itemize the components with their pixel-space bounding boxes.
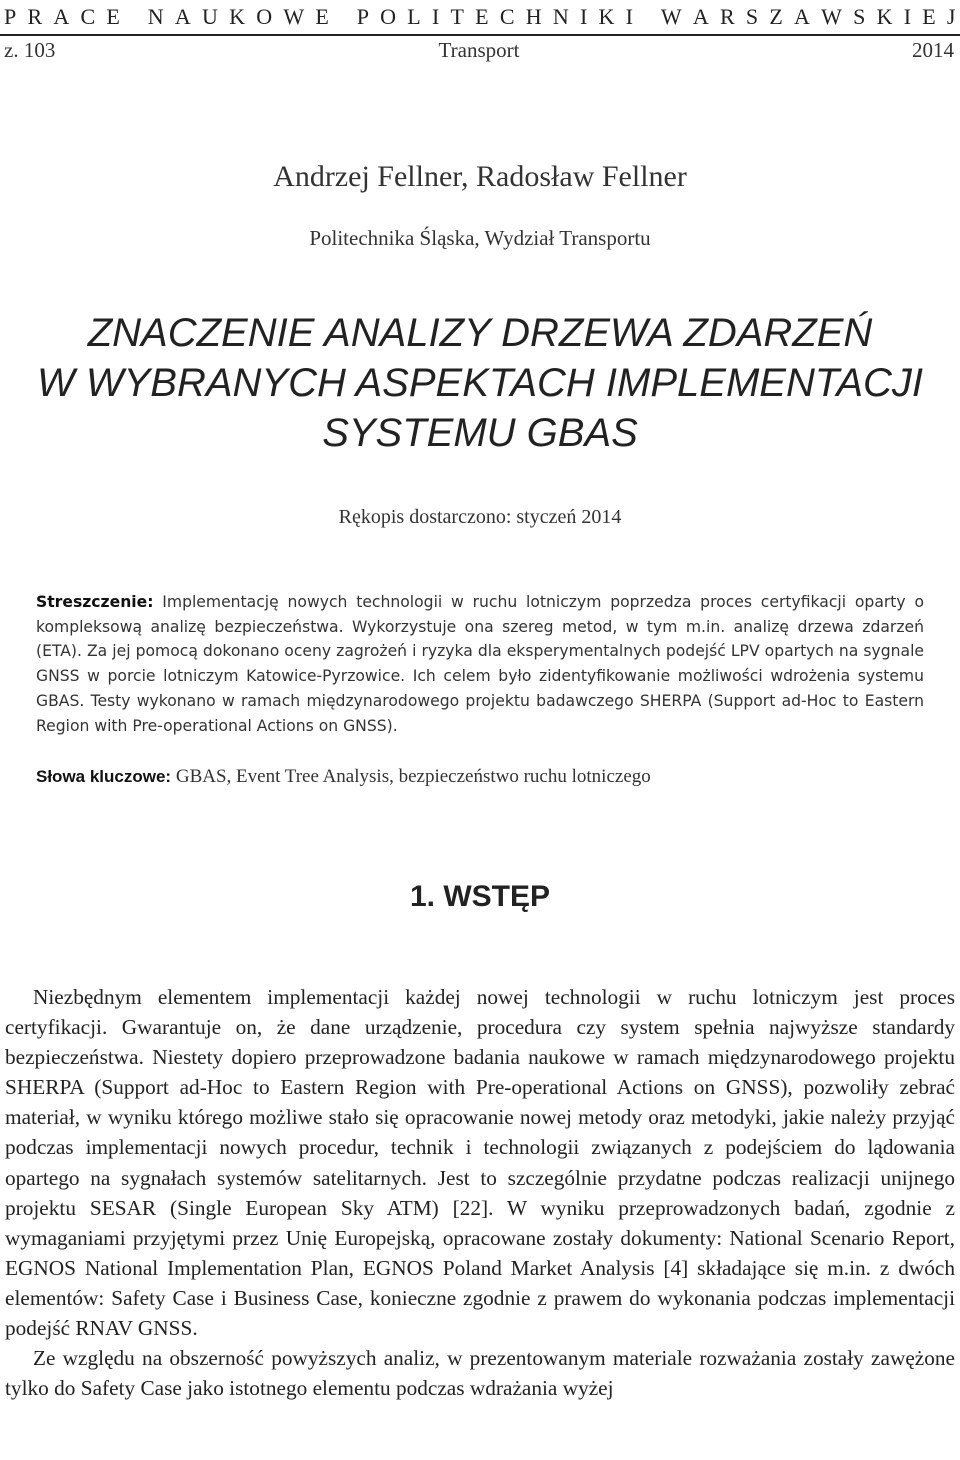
received-date: Rękopis dostarczono: styczeń 2014 bbox=[338, 506, 622, 528]
abstract-text: Implementację nowych technologii w ruchu lotniczym poprzedza proces certyfikacji oparty o kompleksową analizę bezpieczeństwa. Wykorzystuje ona szereg metod, w tym m.in. analizę drzewa zdarzeń (ETA). Za jej pomocą dokonano oceny zagrożeń i ryzyka dla eksperymentalnych podejść LPV opartych na sygnale GNSS w porcie lotniczym Katowice-Pyrzowice. Ich celem było zidentyfikowanie możliwości wdrożenia systemu GBAS. Testy wykonano w ramach międzynarodowego projektu badawczego SHERPA (Support ad-Hoc to Eastern Region with Pre-operational Actions on GNSS). bbox=[36, 593, 924, 735]
title-line: SYSTEMU GBAS bbox=[322, 411, 638, 455]
issue-line bbox=[4, 38, 954, 64]
affiliation: Politechnika Śląska, Wydział Transportu bbox=[309, 226, 651, 250]
issue-year: 2014 bbox=[912, 38, 954, 62]
article-title bbox=[0, 308, 960, 458]
keywords-text: GBAS, Event Tree Analysis, bezpieczeństwo ruchu lotniczego bbox=[175, 766, 651, 787]
paragraph: Ze względu na obszerność powyższych analiz, w prezentowanym materiale rozważania zostały zawężone tylko do Safety Case jako istotnego elementu podczas wdrażania wyżej bbox=[5, 1346, 955, 1401]
abstract-label: Streszczenie: bbox=[36, 593, 154, 611]
journal-title: P R A C E N A U K O W E P O L I T E C H N I K I W A R S Z A W S K I E J bbox=[4, 4, 956, 29]
issue-number: z. 103 bbox=[4, 38, 56, 62]
paragraph: Niezbędnym elementem implementacji każdej nowej technologii w ruchu lotniczym jest proces certyfikacji. Gwarantuje on, że dane urządzenie, procedura czy system spełnia najwyższe standardy bezpieczeństwa. Niestety dopiero przeprowadzone badania naukowe w ramach międzynarodowego projektu SHERPA (Support ad-Hoc to Eastern Region with Pre-operational Actions on GNSS), pozwoliły zebrać materiał, w wyniku którego możliwe stało się opracowanie nowej metody oraz metodyki, jakie należy przyjąć podczas implementacji nowych procedur, technik i technologii związanych z podejściem do lądowania opartego na sygnałach systemów satelitarnych. Jest to szczególnie przydatne podczas realizacji unijnego projektu SESAR (Single European Sky ATM) [22]. W wyniku przeprowadzonych badań, zgodnie z wymaganiami przyjętymi przez Unię Europejską, opracowane zostały dokumenty: National Scenario Report, EGNOS National Implementation Plan, EGNOS Poland Market Analysis [4] składające się m.in. z dwóch elementów: Safety Case i Business Case, konieczne zgodnie z prawem do wykonania podczas implementacji podejść RNAV GNSS. bbox=[5, 985, 955, 1341]
keywords bbox=[36, 764, 924, 790]
title-line: W WYBRANYCH ASPEKTACH IMPLEMENTACJI bbox=[36, 361, 923, 405]
header-rule bbox=[0, 34, 960, 36]
abstract bbox=[36, 590, 924, 738]
title-line: ZNACZENIE ANALIZY DRZEWA ZDARZEŃ bbox=[87, 311, 873, 355]
section-heading: 1. WSTĘP bbox=[409, 880, 551, 913]
section-body bbox=[5, 982, 955, 1403]
authors: Andrzej Fellner, Radosław Fellner bbox=[273, 160, 687, 193]
keywords-label: Słowa kluczowe: bbox=[36, 767, 172, 786]
series-name: Transport bbox=[438, 38, 520, 62]
